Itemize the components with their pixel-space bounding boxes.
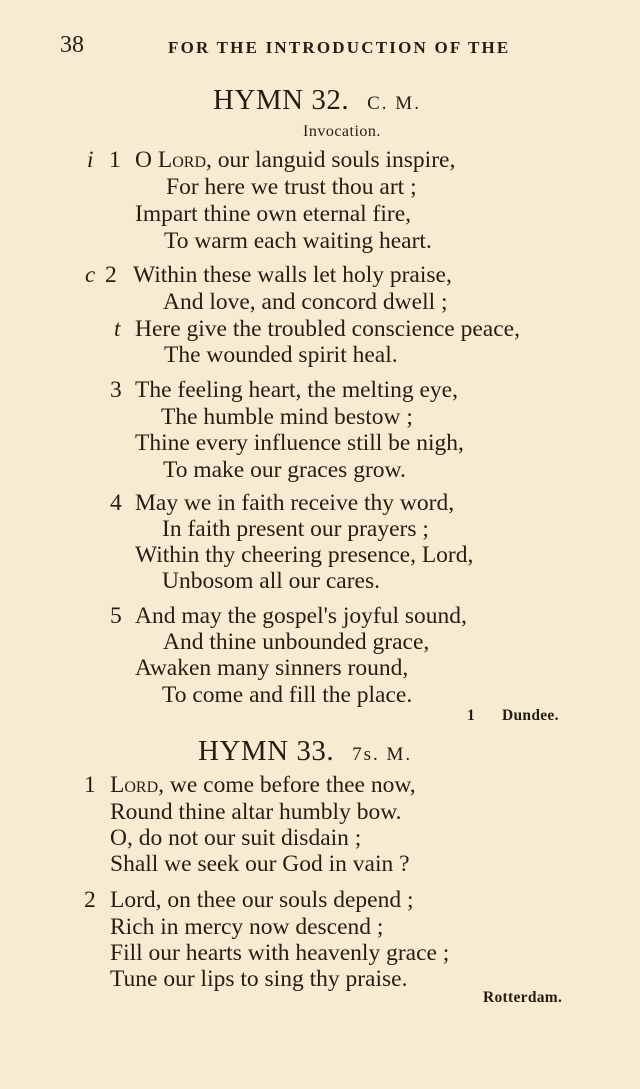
- tune-name: Rotterdam.: [483, 989, 563, 1006]
- verse-line: Fill our hearts with heavenly grace ;: [110, 940, 450, 966]
- running-title: FOR THE INTRODUCTION OF THE: [168, 38, 511, 57]
- verse-line: And love, and concord dwell ;: [163, 289, 448, 315]
- verse-line: Rich in mercy now descend ;: [110, 914, 384, 940]
- verse-number: 2: [84, 887, 96, 913]
- verse-line: The feeling heart, the melting eye,: [135, 377, 458, 403]
- verse-line: Tune our lips to sing thy praise.: [110, 966, 408, 992]
- hymn-32-heading: [213, 84, 421, 117]
- verse-line: May we in faith receive thy word,: [135, 490, 455, 516]
- tune-name: Dundee.: [502, 707, 559, 724]
- verse-line: And may the gospel's joyful sound,: [135, 603, 467, 629]
- verse-line: To make our graces grow.: [163, 457, 406, 483]
- page-number: 38: [60, 32, 84, 58]
- verse-line: Within thy cheering presence, Lord,: [135, 542, 474, 568]
- hymn-33-title: HYMN 33.: [198, 735, 335, 767]
- verse-line: Round thine altar humbly bow.: [110, 799, 402, 825]
- verse-line: Lord, we come before thee now,: [110, 772, 416, 798]
- hymn-33-heading: [198, 735, 412, 768]
- verse-line: To come and fill the place.: [162, 682, 413, 708]
- verse-number: 5: [110, 603, 122, 629]
- verse-line: And thine unbounded grace,: [163, 629, 430, 655]
- verse-line: Impart thine own eternal fire,: [135, 201, 412, 227]
- verse-line: For here we trust thou art ;: [166, 174, 417, 200]
- verse-line: Awaken many sinners round,: [135, 655, 409, 681]
- verse-line: The humble mind bestow ;: [161, 404, 413, 430]
- verse-number: 1: [84, 772, 96, 798]
- verse-line: The wounded spirit heal.: [164, 342, 398, 368]
- verse-number: 4: [110, 490, 122, 516]
- dynamic-mark: c: [85, 262, 96, 287]
- hymn-32-title: HYMN 32.: [213, 84, 350, 116]
- verse-line: Here give the troubled conscience peace,: [135, 316, 520, 342]
- dynamic-mark: i: [87, 147, 94, 172]
- verse-line: O Lord, our languid souls inspire,: [135, 147, 456, 173]
- verse-line: Unbosom all our cares.: [162, 568, 380, 594]
- verse-line: Lord, on thee our souls depend ;: [110, 887, 414, 913]
- verse-line: Thine every influence still be nigh,: [135, 430, 464, 456]
- hymn-33-meter: 7s. M.: [352, 744, 413, 765]
- verse-number: 1: [109, 147, 121, 173]
- verse-line: Within these walls let holy praise,: [133, 262, 452, 288]
- verse-line: In faith present our prayers ;: [162, 516, 429, 542]
- dynamic-mark: t: [114, 316, 121, 341]
- tune-number: 1: [467, 707, 476, 724]
- verse-line: O, do not our suit disdain ;: [110, 825, 362, 851]
- hymn-32-subtitle: Invocation.: [303, 123, 381, 140]
- verse-line: Shall we seek our God in vain ?: [110, 851, 410, 877]
- hymn-32-meter: C. M.: [367, 93, 421, 114]
- verse-line: To warm each waiting heart.: [164, 228, 432, 254]
- verse-number: 3: [110, 377, 122, 403]
- verse-number: 2: [105, 262, 117, 288]
